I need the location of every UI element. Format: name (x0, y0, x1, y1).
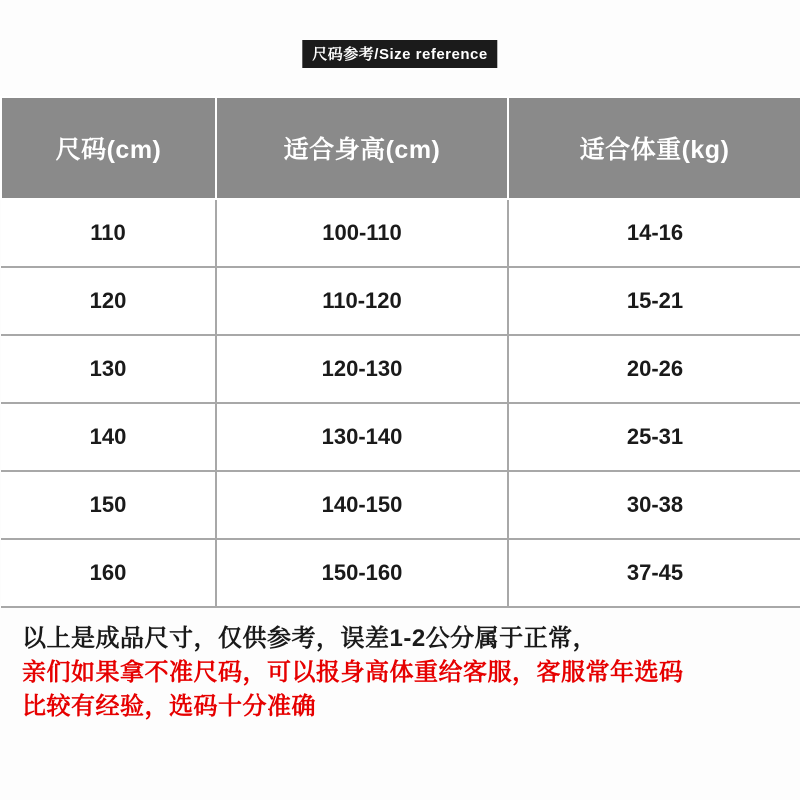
cell-size: 110 (1, 199, 216, 267)
note-customer-service-2: 比较有经验，选码十分准确 (22, 693, 316, 721)
table-row (1, 199, 800, 267)
size-reference-table (0, 96, 800, 608)
cell-size: 150 (1, 471, 216, 539)
cell-height: 150-160 (216, 539, 508, 607)
cell-height: 120-130 (216, 335, 508, 403)
cell-weight: 20-26 (508, 335, 800, 403)
cell-size: 130 (1, 335, 216, 403)
note-measurement-disclaimer: 以上是成品尺寸，仅供参考，误差1-2公分属于正常， (22, 625, 598, 652)
note-customer-service-1: 亲们如果拿不准尺码，可以报身高体重给客服，客服常年选码 (22, 659, 684, 687)
notes-section (0, 608, 800, 724)
cell-weight: 37-45 (508, 539, 800, 607)
cell-weight: 30-38 (508, 471, 800, 539)
cell-size: 160 (1, 539, 216, 607)
table-header (1, 97, 800, 199)
cell-height: 140-150 (216, 471, 508, 539)
cell-height: 130-140 (216, 403, 508, 471)
table-row (1, 267, 800, 335)
table-row (1, 471, 800, 539)
table-row (1, 403, 800, 471)
cell-weight: 14-16 (508, 199, 800, 267)
table-body (1, 199, 800, 607)
table-row (1, 539, 800, 607)
cell-height: 100-110 (216, 199, 508, 267)
size-reference-banner: 尺码参考/Size reference (302, 40, 497, 68)
cell-weight: 15-21 (508, 267, 800, 335)
banner-area (0, 0, 800, 96)
column-header-size: 尺码(cm) (1, 97, 216, 199)
column-header-height: 适合身高(cm) (216, 97, 508, 199)
cell-height: 110-120 (216, 267, 508, 335)
cell-weight: 25-31 (508, 403, 800, 471)
cell-size: 140 (1, 403, 216, 471)
column-header-weight: 适合体重(kg) (508, 97, 800, 199)
table-row (1, 335, 800, 403)
cell-size: 120 (1, 267, 216, 335)
table-header-row (1, 97, 800, 199)
